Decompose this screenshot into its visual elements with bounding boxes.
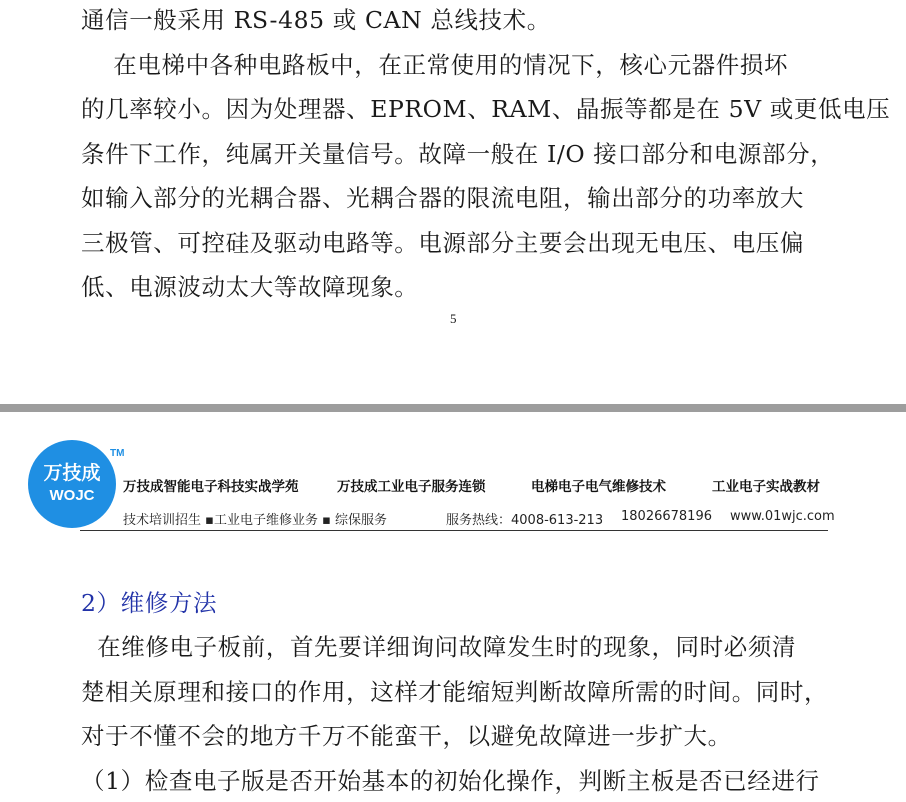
header-website: www.01wjc.com — [730, 509, 835, 524]
logo-name: 万技成 — [43, 462, 101, 484]
paragraph-line: 三极管、可控硅及驱动电路等。电源部分主要会出现无电压、电压偏 — [81, 229, 804, 257]
paragraph-line: 在电梯中各种电路板中，在正常使用的情况下，核心元器件损坏 — [81, 51, 789, 79]
header-services: 技术培训招生 ▪工业电子维修业务 ▪ 综保服务 — [123, 513, 388, 528]
page-separator — [0, 404, 906, 412]
logo-trademark: TM — [110, 448, 125, 459]
header-title-service-chain: 万技成工业电子服务连锁 — [337, 479, 486, 495]
header-phone: 18026678196 — [621, 509, 712, 524]
header-divider — [80, 530, 828, 531]
paragraph-line: 对于不懂不会的地方千万不能蛮干，以避免故障进一步扩大。 — [81, 722, 732, 750]
header-title-academy: 万技成智能电子科技实战学苑 — [123, 479, 299, 495]
paragraph-line: 在维修电子板前，首先要详细询问故障发生时的现象，同时必须清 — [81, 633, 797, 661]
wjc-logo — [28, 440, 125, 528]
section-heading: 2）维修方法 — [81, 589, 218, 617]
paragraph-line: 的几率较小。因为处理器、EPROM、RAM、晶振等都是在 5V 或更低电压 — [81, 95, 891, 123]
header-hotline: 服务热线：4008-613-213 — [446, 513, 604, 528]
paragraph-line: 楚相关原理和接口的作用，这样才能缩短判断故障所需的时间。同时， — [81, 678, 829, 706]
paragraph-line: （1）检查电子版是否开始基本的初始化操作，判断主板是否已经进行 — [81, 767, 820, 795]
paragraph-line: 条件下工作，纯属开关量信号。故障一般在 I/O 接口部分和电源部分， — [81, 140, 835, 168]
paragraph-line: 如输入部分的光耦合器、光耦合器的限流电阻，输出部分的功率放大 — [81, 184, 804, 212]
header-title-elevator-repair: 电梯电子电气维修技术 — [531, 479, 666, 495]
page-number: 5 — [450, 311, 457, 326]
header-title-textbook: 工业电子实战教材 — [712, 479, 820, 495]
paragraph-line: 通信一般采用 RS-485 或 CAN 总线技术。 — [81, 6, 551, 34]
logo-subtitle: WOJC — [49, 487, 95, 504]
paragraph-line: 低、电源波动太大等故障现象。 — [81, 273, 419, 301]
